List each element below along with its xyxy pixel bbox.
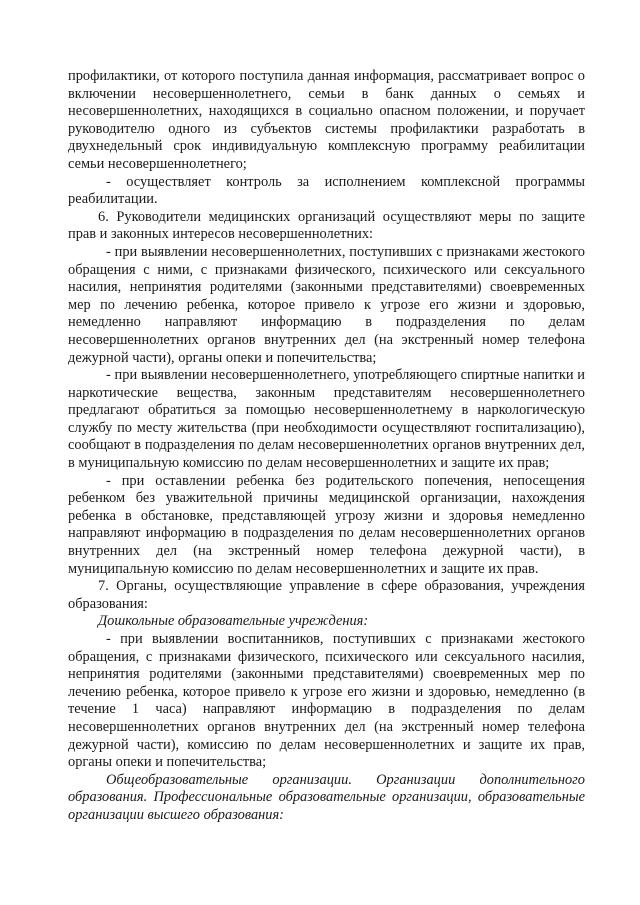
- paragraph-abuse-detection: - при выявлении несовершеннолетних, поступивших с признаками жестокого обращения с ними, с признаками физического, психического или сексуального насилия, непринятия родителями (законными представителями) своевременных мер по лечению ребенка, которое привело к угрозе его жизни и здоровью, немедленно направляют информацию в подразделения по делам несовершеннолетних органов внутренних дел (на экстренный номер телефона дежурной части), органы опеки и попечительства;: [68, 243, 585, 366]
- subheading-preschool: Дошкольные образовательные учреждения:: [98, 613, 369, 630]
- paragraph-control-clause: - осуществляет контроль за исполнением комплексной программы реабилитации.: [68, 173, 585, 208]
- paragraph-alcohol-drugs: - при выявлении несовершеннолетнего, употребляющего спиртные напитки и наркотические вещества, законным представителям несовершеннолетнего предлагают обратиться за помощью несовершеннолетнему в наркологическую службу по месту жительства (при необходимости осуществляют госпитализацию), сообщают в подразделения по делам несовершеннолетних органов внутренних дел, в муниципальную комиссию по делам несовершеннолетних и защите их прав;: [68, 367, 585, 472]
- paragraph-continuation: профилактики, от которого поступила данная информация, рассматривает вопрос о включении несовершеннолетнего, семьи в банк данных о семьях и несовершеннолетних, находящихся в социально опасном положении, и поручает руководителю одного из субъектов системы профилактики разработать в двухнедельный срок индивидуальную комплексную программу реабилитации семьи несовершеннолетнего;: [68, 68, 585, 172]
- paragraph-section-6-heading: 6. Руководители медицинских организаций осуществляют меры по защите прав и законных интересов несовершеннолетних:: [68, 208, 585, 243]
- paragraph-preschool-detection: - при выявлении воспитанников, поступивших с признаками жестокого обращения, с признаками физического, психического или сексуального насилия, непринятия родителями (законными представителями) своевременных мер по лечению ребенка, которое привело к угрозе его жизни и здоровью, немедленно (в течение 1 часа) направляют информацию в подразделения по делам несовершеннолетних органов внутренних дел (на экстренный номер телефона дежурной части), комиссию по делам несовершеннолетних и защите их прав, органы опеки и попечительства;: [68, 631, 585, 771]
- document-body: [68, 68, 585, 825]
- subheading-general-education: Общеобразовательные организации. Организации дополнительного образования. Профессиональные образовательные организации, образовательные организации высшего образования:: [68, 771, 585, 823]
- paragraph-section-7-heading: 7. Органы, осуществляющие управление в сфере образования, учреждения образования:: [68, 578, 585, 612]
- paragraph-neglect: - при оставлении ребенка без родительского попечения, непосещения ребенком без уважительной причины медицинской организации, нахождения ребенка в обстановке, представляющей угрозу жизни и здоровья немедленно направляют информацию в подразделения по делам несовершеннолетних органов внутренних дел (на экстренный номер телефона дежурной части), в муниципальную комиссию по делам несовершеннолетних и защите их прав.: [68, 472, 585, 577]
